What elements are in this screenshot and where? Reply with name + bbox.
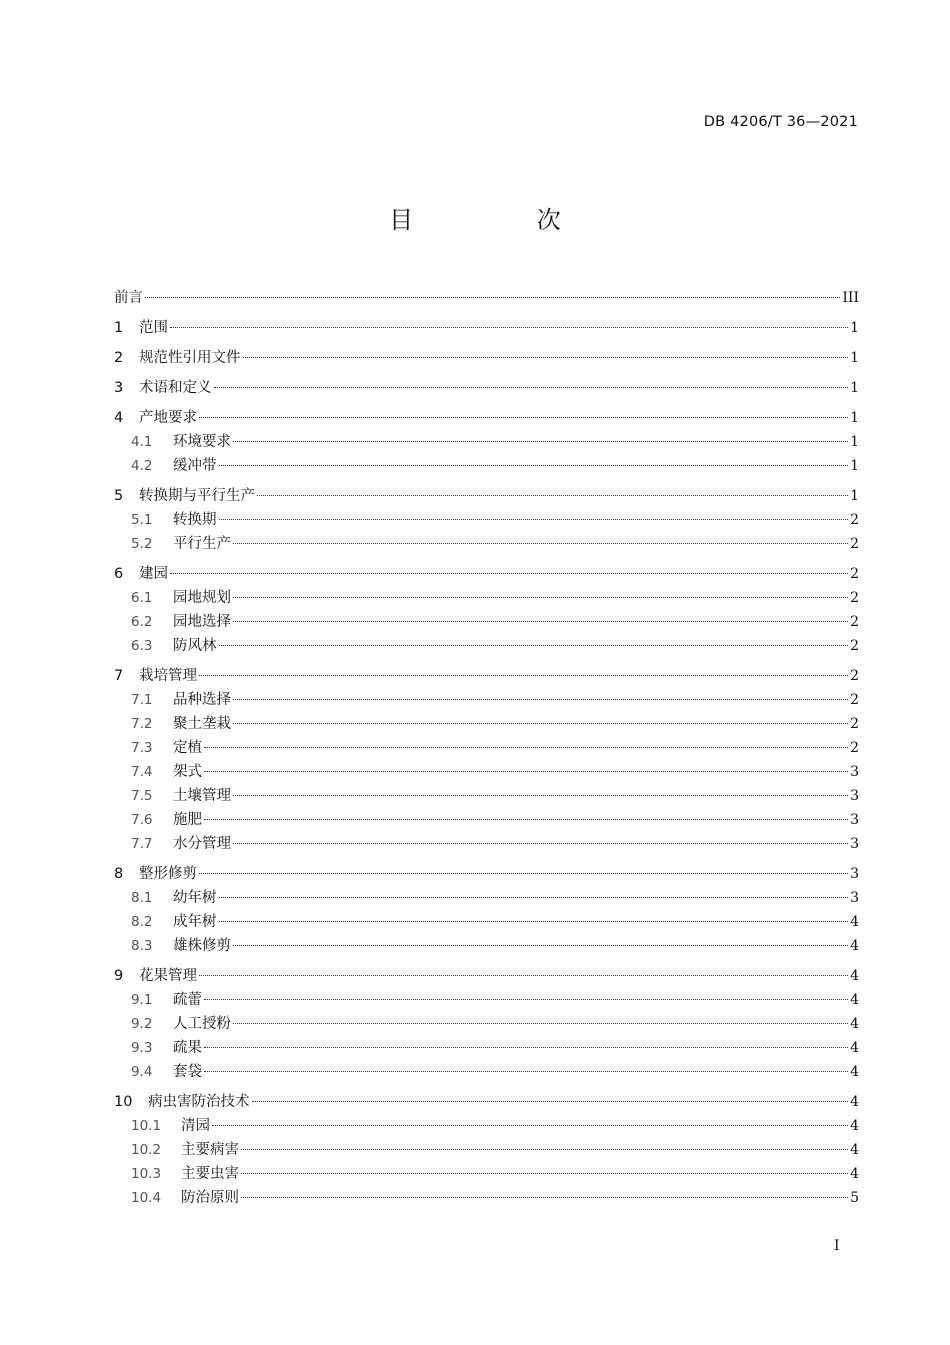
toc-entry-number: 9.1 <box>131 992 153 1008</box>
toc-entry-page: 4 <box>850 1118 859 1134</box>
toc-entry-page: III <box>842 290 859 306</box>
dot-leader <box>233 441 848 442</box>
dot-leader <box>170 327 848 328</box>
dot-leader <box>145 297 840 298</box>
toc-subentry[interactable] <box>114 508 859 532</box>
toc-entry-label: 转换期 <box>173 512 217 528</box>
toc-entry-number: 7.6 <box>131 812 153 828</box>
toc-entry-page: 2 <box>850 566 859 582</box>
toc-entry-page: 1 <box>850 350 859 366</box>
toc-entry-number: 8.3 <box>131 938 153 954</box>
toc-entry-page: 1 <box>850 458 859 474</box>
toc-subentry[interactable] <box>114 1138 859 1162</box>
toc-entry-number: 2 <box>114 350 124 366</box>
toc-entry[interactable] <box>114 562 859 586</box>
toc-entry-page: 4 <box>850 1094 859 1110</box>
toc-entry-page: 2 <box>850 590 859 606</box>
toc-entry-number: 7.7 <box>131 836 153 852</box>
toc-entry-page: 3 <box>850 812 859 828</box>
dot-leader <box>199 873 848 874</box>
toc-subentry[interactable] <box>114 454 859 478</box>
toc-entry-number: 8 <box>114 866 124 882</box>
toc-entry-label: 范围 <box>139 320 168 336</box>
dot-leader <box>199 417 848 418</box>
toc-entry-page: 2 <box>850 740 859 756</box>
dot-leader <box>219 465 849 466</box>
dot-leader <box>241 1197 848 1198</box>
toc-entry[interactable] <box>114 376 859 400</box>
toc-entry-number: 9.2 <box>131 1016 153 1032</box>
toc-entry[interactable] <box>114 286 859 310</box>
toc-entry-number: 8.1 <box>131 890 153 906</box>
toc-entry-number: 1 <box>114 320 124 336</box>
toc-entry-page: 3 <box>850 890 859 906</box>
toc-entry-page: 4 <box>850 992 859 1008</box>
toc-title: 目 次 <box>389 206 619 234</box>
dot-leader <box>233 795 848 796</box>
toc-entry-page: 2 <box>850 692 859 708</box>
toc-entry-number: 10.1 <box>131 1118 162 1134</box>
dot-leader <box>252 1101 849 1102</box>
toc-entry-label: 环境要求 <box>173 434 231 450</box>
dot-leader <box>204 819 848 820</box>
dot-leader <box>219 519 849 520</box>
toc-subentry[interactable] <box>114 988 859 1012</box>
toc-subentry[interactable] <box>114 1036 859 1060</box>
toc-subentry[interactable] <box>114 1162 859 1186</box>
dot-leader <box>204 999 848 1000</box>
dot-leader <box>233 543 848 544</box>
toc-entry[interactable] <box>114 1090 859 1114</box>
toc-subentry[interactable] <box>114 712 859 736</box>
toc-entry-number: 3 <box>114 380 124 396</box>
dot-leader <box>233 621 848 622</box>
dot-leader <box>212 1125 848 1126</box>
toc-entry-page: 3 <box>850 836 859 852</box>
toc-entry-label: 雄株修剪 <box>173 938 231 954</box>
toc-entry-label: 成年树 <box>173 914 217 930</box>
toc-subentry[interactable] <box>114 688 859 712</box>
toc-subentry[interactable] <box>114 886 859 910</box>
toc-entry-label: 防风林 <box>173 638 217 654</box>
toc-entry[interactable] <box>114 964 859 988</box>
toc-entry-number: 5 <box>114 488 124 504</box>
toc-entry-label: 幼年树 <box>173 890 217 906</box>
toc-subentry[interactable] <box>114 1114 859 1138</box>
dot-leader <box>204 747 848 748</box>
toc-entry-page: 4 <box>850 938 859 954</box>
toc-subentry[interactable] <box>114 1012 859 1036</box>
toc-entry-label: 病虫害防治技术 <box>148 1094 250 1110</box>
dot-leader <box>170 573 848 574</box>
dot-leader <box>241 1173 848 1174</box>
toc-entry-page: 4 <box>850 1166 859 1182</box>
toc-subentry[interactable] <box>114 760 859 784</box>
toc-subentry[interactable] <box>114 586 859 610</box>
toc-entry-page: 1 <box>850 488 859 504</box>
toc-entry-page: 1 <box>850 410 859 426</box>
toc-entry-page: 3 <box>850 788 859 804</box>
toc-entry-page: 1 <box>850 380 859 396</box>
toc-entry-number: 6.2 <box>131 614 153 630</box>
document-code: DB 4206/T 36—2021 <box>703 114 858 130</box>
toc-entry-page: 4 <box>850 1142 859 1158</box>
dot-leader <box>233 723 848 724</box>
toc-entry-label: 疏蕾 <box>173 992 202 1008</box>
toc-entry-label: 花果管理 <box>139 968 197 984</box>
toc-entry-label: 清园 <box>181 1118 210 1134</box>
toc-entry-number: 7.2 <box>131 716 153 732</box>
toc-entry-number: 7.1 <box>131 692 153 708</box>
toc-entry-label: 防治原则 <box>181 1190 239 1206</box>
toc-entry-label: 水分管理 <box>173 836 231 852</box>
toc-entry-page: 3 <box>850 764 859 780</box>
toc-entry-label: 主要虫害 <box>181 1166 239 1182</box>
toc-subentry[interactable] <box>114 430 859 454</box>
toc-subentry[interactable] <box>114 910 859 934</box>
toc-entry-number: 5.1 <box>131 512 153 528</box>
toc-entry-label: 套袋 <box>173 1064 202 1080</box>
toc-entry-label: 定植 <box>173 740 202 756</box>
dot-leader <box>199 675 848 676</box>
toc-entry-page: 4 <box>850 968 859 984</box>
dot-leader <box>233 843 848 844</box>
toc-entry-number: 8.2 <box>131 914 153 930</box>
toc-entry[interactable] <box>114 406 859 430</box>
toc-entry-page: 5 <box>850 1190 859 1206</box>
toc-subentry[interactable] <box>114 634 859 658</box>
toc-entry-label: 术语和定义 <box>139 380 212 396</box>
toc-entry-label: 平行生产 <box>173 536 231 552</box>
dot-leader <box>219 897 849 898</box>
toc-entry-page: 2 <box>850 536 859 552</box>
toc-entry-page: 4 <box>850 1064 859 1080</box>
page-number: I <box>834 1238 840 1254</box>
toc-entry-number: 4.2 <box>131 458 153 474</box>
toc-entry-number: 10.4 <box>131 1190 162 1206</box>
dot-leader <box>233 699 848 700</box>
dot-leader <box>204 1047 848 1048</box>
toc-entry-number: 10.2 <box>131 1142 162 1158</box>
toc-entry-page: 4 <box>850 1040 859 1056</box>
toc-entry-number: 10 <box>114 1094 133 1110</box>
dot-leader <box>204 1071 848 1072</box>
toc-entry-label: 规范性引用文件 <box>139 350 241 366</box>
toc-entry-number: 10.3 <box>131 1166 162 1182</box>
table-of-contents <box>114 286 859 1210</box>
toc-subentry[interactable] <box>114 532 859 556</box>
toc-entry-number: 6.3 <box>131 638 153 654</box>
toc-entry-label: 品种选择 <box>173 692 231 708</box>
toc-entry[interactable] <box>114 664 859 688</box>
dot-leader <box>233 1023 848 1024</box>
toc-entry-label: 前言 <box>114 290 143 306</box>
toc-subentry[interactable] <box>114 808 859 832</box>
dot-leader <box>257 495 848 496</box>
toc-entry-label: 施肥 <box>173 812 202 828</box>
toc-entry[interactable] <box>114 862 859 886</box>
toc-entry-number: 7.5 <box>131 788 153 804</box>
toc-subentry[interactable] <box>114 736 859 760</box>
dot-leader <box>243 357 849 358</box>
toc-entry-number: 7.3 <box>131 740 153 756</box>
toc-subentry[interactable] <box>114 1060 859 1084</box>
toc-entry-page: 4 <box>850 1016 859 1032</box>
dot-leader <box>233 597 848 598</box>
toc-entry-label: 主要病害 <box>181 1142 239 1158</box>
toc-entry[interactable] <box>114 346 859 370</box>
toc-entry-number: 6 <box>114 566 124 582</box>
toc-entry[interactable] <box>114 484 859 508</box>
toc-subentry[interactable] <box>114 784 859 808</box>
toc-entry-page: 3 <box>850 866 859 882</box>
toc-entry-label: 土壤管理 <box>173 788 231 804</box>
toc-entry-page: 2 <box>850 638 859 654</box>
dot-leader <box>241 1149 848 1150</box>
toc-entry[interactable] <box>114 316 859 340</box>
dot-leader <box>199 975 848 976</box>
toc-entry-label: 园地规划 <box>173 590 231 606</box>
toc-entry-number: 7.4 <box>131 764 153 780</box>
toc-entry-number: 9.4 <box>131 1064 153 1080</box>
toc-subentry[interactable] <box>114 610 859 634</box>
toc-entry-label: 栽培管理 <box>139 668 197 684</box>
toc-entry-label: 产地要求 <box>139 410 197 426</box>
toc-entry-number: 4 <box>114 410 124 426</box>
toc-entry-number: 7 <box>114 668 124 684</box>
toc-entry-label: 转换期与平行生产 <box>139 488 255 504</box>
toc-entry-number: 6.1 <box>131 590 153 606</box>
toc-entry-page: 2 <box>850 668 859 684</box>
toc-entry-label: 架式 <box>173 764 202 780</box>
toc-subentry[interactable] <box>114 1186 859 1210</box>
dot-leader <box>204 771 848 772</box>
toc-entry-label: 缓冲带 <box>173 458 217 474</box>
toc-entry-page: 2 <box>850 716 859 732</box>
toc-subentry[interactable] <box>114 832 859 856</box>
toc-entry-page: 2 <box>850 614 859 630</box>
toc-subentry[interactable] <box>114 934 859 958</box>
dot-leader <box>233 945 848 946</box>
toc-entry-label: 建园 <box>139 566 168 582</box>
toc-entry-number: 5.2 <box>131 536 153 552</box>
toc-entry-page: 2 <box>850 512 859 528</box>
toc-entry-number: 9.3 <box>131 1040 153 1056</box>
dot-leader <box>219 645 849 646</box>
toc-entry-label: 人工授粉 <box>173 1016 231 1032</box>
toc-entry-number: 9 <box>114 968 124 984</box>
toc-entry-page: 1 <box>850 320 859 336</box>
toc-entry-page: 1 <box>850 434 859 450</box>
dot-leader <box>219 921 849 922</box>
toc-entry-page: 4 <box>850 914 859 930</box>
toc-entry-number: 4.1 <box>131 434 153 450</box>
toc-entry-label: 疏果 <box>173 1040 202 1056</box>
toc-entry-label: 聚土垄栽 <box>173 716 231 732</box>
toc-entry-label: 园地选择 <box>173 614 231 630</box>
dot-leader <box>214 387 849 388</box>
toc-entry-label: 整形修剪 <box>139 866 197 882</box>
